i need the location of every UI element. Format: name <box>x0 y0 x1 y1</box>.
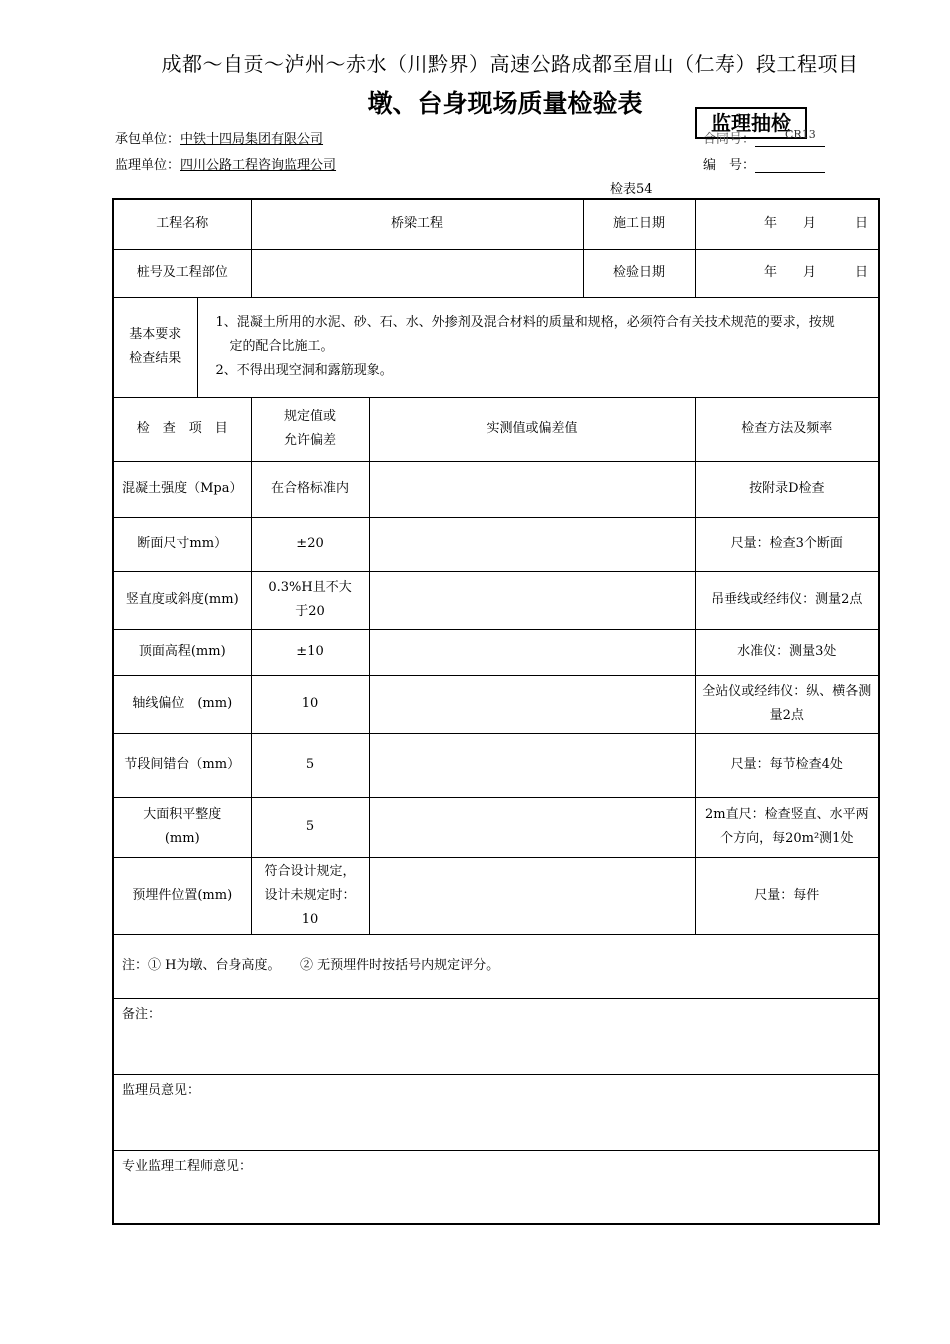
col-spec-1: 规定值或 <box>284 409 337 424</box>
row-method: 全站仪或经纬仪：纵、横各测量2点 <box>695 675 879 733</box>
row-item: 混凝土强度（Mpa） <box>113 461 251 517</box>
row-spec: ±10 <box>251 629 369 675</box>
station-label: 桩号及工程部位 <box>113 249 251 297</box>
supervisor-opinion-row <box>113 1074 879 1150</box>
inspection-date-label: 检验日期 <box>583 249 695 297</box>
contractor-line <box>115 128 323 147</box>
row-measured[interactable] <box>369 571 695 629</box>
number-value-line[interactable] <box>755 158 825 173</box>
remarks-row <box>113 998 879 1074</box>
row-measured[interactable] <box>369 797 695 857</box>
row-item: 竖直度或斜度(mm) <box>113 571 251 629</box>
engineer-opinion-row <box>113 1150 879 1224</box>
column-header-row <box>113 397 879 461</box>
project-name-value[interactable]: 桥梁工程 <box>251 199 583 249</box>
contract-label: 合同号： <box>703 132 756 147</box>
row-method: 尺量：每节检查4处 <box>695 733 879 797</box>
project-name-label: 工程名称 <box>113 199 251 249</box>
col-spec-2: 允许偏差 <box>284 433 337 448</box>
row-spec: 在合格标准内 <box>251 461 369 517</box>
row-item: 轴线偏位 (mm) <box>113 675 251 733</box>
note-text: 注：① H为墩、台身高度。 ② 无预埋件时按括号内规定评分。 <box>113 934 879 998</box>
form-title: 墩、台身现场质量检验表 <box>367 89 643 118</box>
row-measured[interactable] <box>369 733 695 797</box>
basic-req-1: 1、混凝土所用的水泥、砂、石、水、外掺剂及混合材料的质量和规格，必须符合有关技术规范的要求，按规 <box>215 315 835 330</box>
basic-req-1b: 定的配合比施工。 <box>229 339 334 354</box>
row-spec: 5 <box>251 733 369 797</box>
basic-requirements-row <box>113 297 879 397</box>
supervision-stamp: 监理抽检 <box>695 107 807 139</box>
row-measured[interactable] <box>369 517 695 571</box>
supervisor-opinion-label[interactable]: 监理员意见： <box>113 1074 879 1150</box>
engineer-opinion-label[interactable]: 专业监理工程师意见： <box>113 1150 879 1224</box>
contract-number: CR13 <box>785 128 816 141</box>
basic-req-2: 2、不得出现空洞和露筋现象。 <box>215 363 393 378</box>
row-spec: 5 <box>251 797 369 857</box>
note-row <box>113 934 879 998</box>
contractor-value: 中铁十四局集团有限公司 <box>180 132 324 147</box>
row-method: 吊垂线或经纬仪：测量2点 <box>695 571 879 629</box>
col-item: 检 查 项 目 <box>113 397 251 461</box>
row-item: 顶面高程(mm) <box>113 629 251 675</box>
row-method: 2m直尺：检查竖直、水平两个方向，每20m²测1处 <box>695 797 879 857</box>
row-measured[interactable] <box>369 461 695 517</box>
row-spec: ±20 <box>251 517 369 571</box>
remarks-label[interactable]: 备注： <box>113 998 879 1074</box>
station-value[interactable] <box>251 249 583 297</box>
supervisor-value: 四川公路工程咨询监理公司 <box>180 158 337 173</box>
inspection-date-value[interactable]: 年 月 日 <box>695 249 879 297</box>
row-measured[interactable] <box>369 857 695 934</box>
row-item: 断面尺寸mm） <box>113 517 251 571</box>
form-number: 检表54 <box>610 182 653 197</box>
supervisor-line <box>115 154 336 173</box>
col-method: 检查方法及频率 <box>695 397 879 461</box>
row-method: 尺量：每件 <box>695 857 879 934</box>
project-name-row <box>113 199 879 249</box>
row-item: 节段间错台（mm） <box>113 733 251 797</box>
row-item: 预埋件位置(mm) <box>113 857 251 934</box>
row-spec: 10 <box>251 675 369 733</box>
basic-req-content <box>197 297 879 397</box>
row-spec: 符合设计规定，设计未规定时：10 <box>251 857 369 934</box>
inspection-table <box>112 198 880 1225</box>
table-row <box>113 857 879 934</box>
row-measured[interactable] <box>369 675 695 733</box>
row-method: 尺量：检查3个断面 <box>695 517 879 571</box>
table-row <box>113 571 879 629</box>
table-row <box>113 733 879 797</box>
row-method: 按附录D检查 <box>695 461 879 517</box>
table-row <box>113 629 879 675</box>
number-line <box>703 154 825 173</box>
table-row <box>113 797 879 857</box>
table-row <box>113 675 879 733</box>
construction-date-value[interactable]: 年 月 日 <box>695 199 879 249</box>
row-item: 大面积平整度(mm) <box>113 797 251 857</box>
construction-date-label: 施工日期 <box>583 199 695 249</box>
contractor-label: 承包单位： <box>115 132 181 147</box>
project-title: 成都～自贡～泸州～赤水（川黔界）高速公路成都至眉山（仁寿）段工程项目 <box>161 52 859 76</box>
table-row <box>113 517 879 571</box>
station-row <box>113 249 879 297</box>
col-spec <box>251 397 369 461</box>
table-row <box>113 461 879 517</box>
row-measured[interactable] <box>369 629 695 675</box>
col-measured: 实测值或偏差值 <box>369 397 695 461</box>
basic-req-label: 基本要求检查结果 <box>113 297 197 397</box>
row-spec: 0.3%H且不大于20 <box>251 571 369 629</box>
row-method: 水准仪：测量3处 <box>695 629 879 675</box>
supervisor-label: 监理单位： <box>115 158 181 173</box>
number-label: 编 号： <box>703 158 756 173</box>
